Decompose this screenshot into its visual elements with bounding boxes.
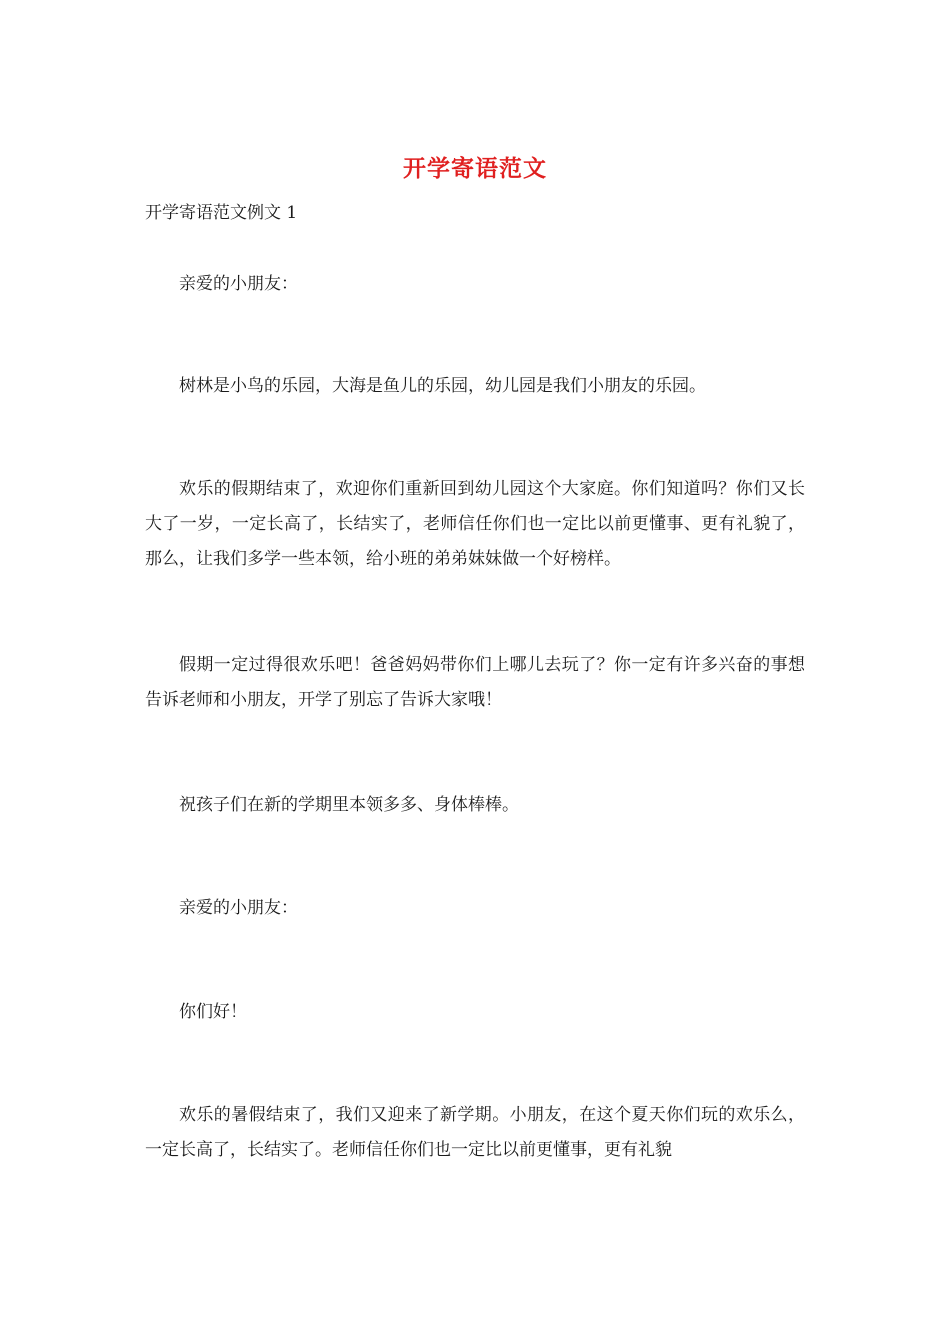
paragraph: 假期一定过得很欢乐吧！爸爸妈妈带你们上哪儿去玩了？你一定有许多兴奋的事想告诉老师和小朋友，开学了别忘了告诉大家哦！ xyxy=(145,655,805,710)
document-subtitle: 开学寄语范文例文 1 xyxy=(145,203,298,223)
paragraph: 你们好！ xyxy=(179,1002,247,1022)
paragraph: 欢乐的暑假结束了，我们又迎来了新学期。小朋友，在这个夏天你们玩的欢乐么，一定长高了，长结实了。老师信任你们也一定比以前更懂事，更有礼貌 xyxy=(145,1105,805,1160)
paragraph: 亲爱的小朋友： xyxy=(179,898,298,918)
document-title: 开学寄语范文 xyxy=(403,155,547,182)
paragraph: 树林是小鸟的乐园，大海是鱼儿的乐园，幼儿园是我们小朋友的乐园。 xyxy=(179,376,706,396)
paragraph: 欢乐的假期结束了，欢迎你们重新回到幼儿园这个大家庭。你们知道吗？你们又长大了一岁，一定长高了，长结实了，老师信任你们也一定比以前更懂事、更有礼貌了，那么，让我们多学一些本领，给小班的弟弟妹妹做一个好榜样。 xyxy=(145,479,805,569)
paragraph: 亲爱的小朋友： xyxy=(179,274,298,294)
paragraph: 祝孩子们在新的学期里本领多多、身体棒棒。 xyxy=(179,795,519,815)
